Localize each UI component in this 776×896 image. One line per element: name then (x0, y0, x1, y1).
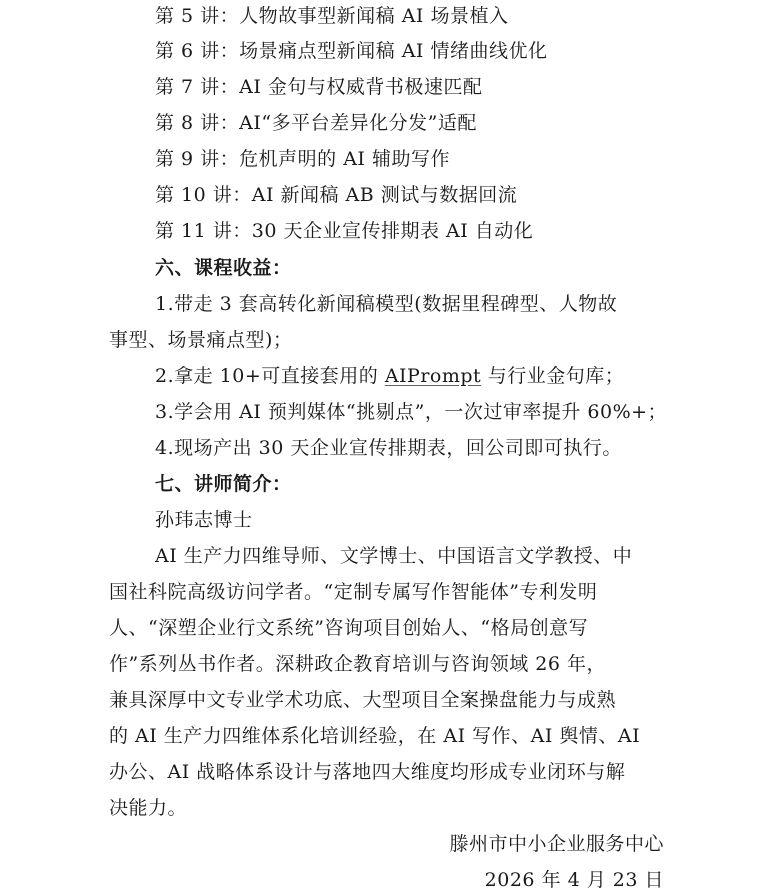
aiprompt-term: AIPrompt (384, 365, 482, 387)
lecture-item: 第 5 讲：人物故事型新闻稿 AI 场景植入 (155, 5, 509, 27)
lecture-item: 第 9 讲：危机声明的 AI 辅助写作 (155, 148, 450, 170)
instructor-name: 孙玮志博士 (155, 509, 253, 531)
bio-line: 的 AI 生产力四维体系化培训经验，在 AI 写作、AI 舆情、AI (109, 725, 641, 747)
benefit-item: 4.现场产出 30 天企业宣传排期表，回公司即可执行。 (155, 437, 622, 459)
bio-line: 办公、AI 战略体系设计与落地四大维度均形成专业闭环与解 (109, 761, 626, 783)
benefit-item (155, 364, 624, 388)
bio-line: 国社科院高级访问学者。“定制专属写作智能体”专利发明 (109, 581, 598, 603)
lecture-item: 第 11 讲：30 天企业宣传排期表 AI 自动化 (155, 220, 534, 242)
section-heading-benefits: 六、课程收益： (155, 257, 292, 279)
bio-line: AI 生产力四维导师、文学博士、中国语言文学教授、中 (155, 545, 633, 567)
lecture-item: 第 6 讲：场景痛点型新闻稿 AI 情绪曲线优化 (155, 40, 548, 62)
benefit-text: 2.拿走 10+可直接套用的 (155, 365, 385, 387)
benefit-item: 1.带走 3 套高转化新闻稿模型(数据里程碑型、人物故 (155, 293, 618, 315)
lecture-item: 第 10 讲：AI 新闻稿 AB 测试与数据回流 (155, 184, 518, 206)
benefit-item: 3.学会用 AI 预判媒体“挑剔点”，一次过审率提升 60%+； (155, 401, 668, 423)
lecture-item: 第 7 讲：AI 金句与权威背书极速匹配 (155, 76, 483, 98)
signature-date: 2026 年 4 月 23 日 (484, 869, 664, 891)
bio-line: 兼具深厚中文专业学术功底、大型项目全案操盘能力与成熟 (109, 689, 617, 711)
bio-line: 决能力。 (109, 797, 188, 819)
benefit-text: 与行业金句库； (481, 365, 625, 387)
bio-line: 作”系列丛书作者。深耕政企教育培训与咨询领域 26 年， (109, 653, 606, 675)
section-heading-instructor: 七、讲师简介： (155, 473, 292, 495)
benefit-item-continuation: 事型、场景痛点型)； (109, 329, 293, 351)
lecture-item: 第 8 讲：AI“多平台差异化分发”适配 (155, 112, 477, 134)
bio-line: 人、“深塑企业行文系统”咨询项目创始人、“格局创意写 (109, 617, 589, 639)
signature-organization: 滕州市中小企业服务中心 (449, 833, 664, 855)
